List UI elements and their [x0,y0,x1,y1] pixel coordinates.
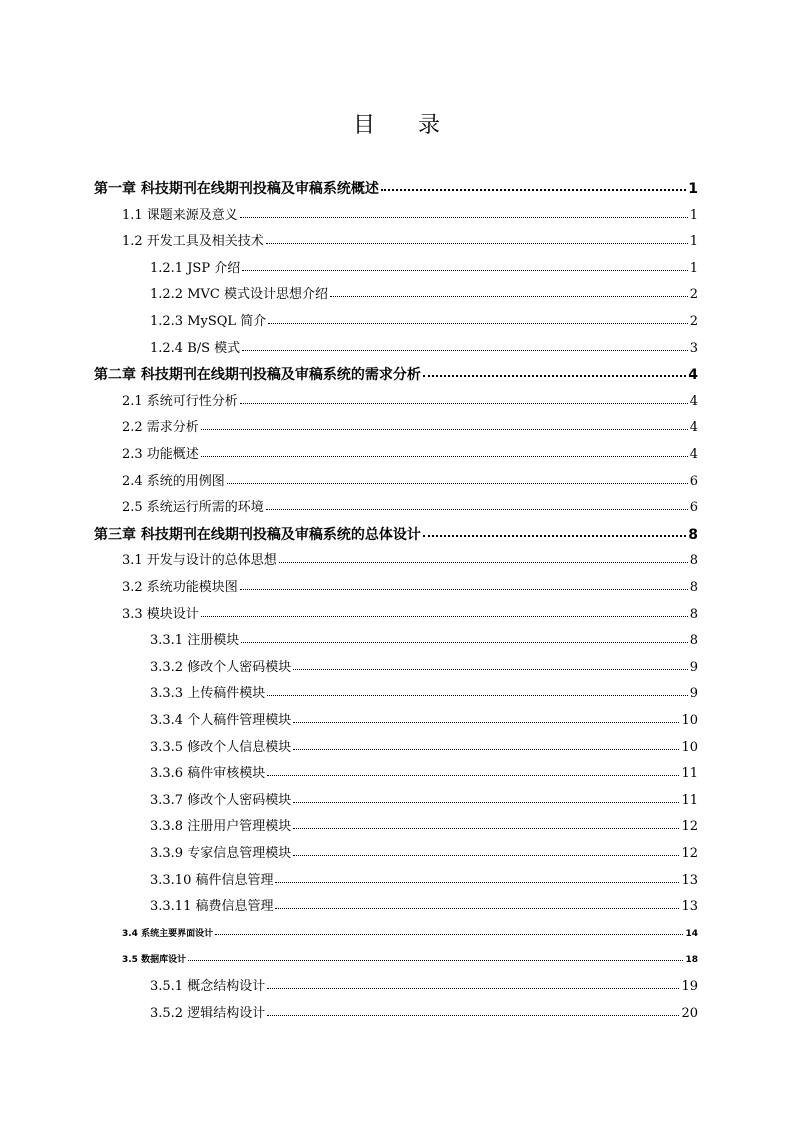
toc-dot-leader [201,615,688,617]
toc-entry-label: 1.2.1 JSP 介绍 [150,260,241,276]
toc-dot-leader [240,402,688,404]
toc-page-number: 10 [681,739,698,755]
toc-entry-sub [150,841,698,867]
toc-entry-label: 2.4 系统的用例图 [122,473,225,489]
toc-dot-leader [201,455,688,457]
toc-dot-leader [267,774,679,776]
toc-dot-leader [268,322,688,324]
toc-entry-label: 1.2 开发工具及相关技术 [122,234,264,250]
toc-dot-leader [266,508,688,510]
toc-page-number: 1 [689,234,698,250]
toc-dot-leader [423,374,686,377]
toc-entry-label: 1.1 课题来源及意义 [122,207,238,223]
toc-dot-leader [188,959,683,961]
toc-entry-label: 1.2.3 MySQL 简介 [150,314,267,329]
toc-entry-sub [150,309,698,335]
toc-entry-sub [150,868,698,894]
toc-entry-label: 2.5 系统运行所需的环境 [122,500,264,516]
toc-entry-sub [150,894,698,920]
toc-entry-label: 3.3.4 个人稿件管理模块 [150,713,292,728]
toc-entry-label: 3.5.1 概念结构设计 [150,979,266,994]
toc-page-number: 4 [688,367,698,384]
toc-dot-leader [330,295,688,297]
toc-dot-leader [423,534,686,537]
toc-dot-leader [242,349,688,351]
toc-entry-sub [150,814,698,840]
toc-page-number: 2 [689,287,698,303]
toc-entry-small [122,921,698,947]
toc-entry-sub [150,282,698,308]
toc-page-number: 4 [689,393,698,409]
toc-page-number: 4 [689,447,698,462]
toc-entry-label: 2.2 需求分析 [122,420,199,436]
toc-page-number: 13 [681,872,698,888]
toc-entry-chapter [94,176,698,202]
toc-entry-sub [150,788,698,814]
toc-dot-leader [240,588,688,590]
toc-dot-leader [293,721,679,723]
toc-dot-leader [215,933,683,935]
toc-dot-leader [293,801,679,803]
toc-entry-section [122,229,698,255]
toc-entry-label: 第二章 科技期刊在线期刊投稿及审稿系统的需求分析 [94,367,421,384]
toc-page-number: 4 [689,420,698,436]
toc-page-number: 9 [689,686,698,702]
page-title: 目 录 [353,113,458,138]
toc-dot-leader [293,827,679,829]
toc-dot-leader [275,907,679,909]
toc-page-number: 11 [681,792,698,808]
toc-entry-label: 2.1 系统可行性分析 [122,393,238,409]
toc-entry-label: 3.3.10 稿件信息管理 [150,872,274,888]
toc-page-number: 12 [681,846,698,861]
toc-entry-label: 3.1 开发与设计的总体思想 [122,553,277,569]
toc-page-number: 20 [681,1005,698,1021]
toc-entry-chapter [94,522,698,548]
toc-entry-label: 1.2.4 B/S 模式 [150,340,241,356]
toc-entry-label: 3.3.2 修改个人密码模块 [150,659,292,675]
toc-entry-section [122,442,698,468]
toc-page-number: 8 [689,580,698,595]
toc-dot-leader [293,748,679,750]
toc-entry-section [122,203,698,229]
toc-entry-section [122,495,698,521]
toc-dot-leader [279,561,688,563]
toc-entry-sub [150,1001,698,1027]
toc-page-number: 8 [689,553,698,569]
toc-entry-label: 3.3.8 注册用户管理模块 [150,819,292,835]
toc-entry-sub [150,708,698,734]
toc-dot-leader [381,188,686,191]
toc-entry-sub [150,655,698,681]
toc-entry-label: 3.4 系统主要界面设计 [122,928,214,939]
toc-entry-label: 3.3.11 稿费信息管理 [150,899,274,915]
toc-entry-section [122,548,698,574]
toc-entry-label: 3.2 系统功能模块图 [122,580,238,595]
toc-entry-section [122,602,698,628]
toc-page-number: 6 [689,500,698,516]
toc-page-number: 14 [685,928,698,939]
toc-entry-chapter [94,362,698,388]
toc-page-number: 3 [689,340,698,356]
toc-entry-label: 3.3.1 注册模块 [150,633,240,649]
toc-page-number: 1 [688,181,698,197]
toc-page-number: 10 [681,713,698,728]
toc-entry-sub [150,336,698,362]
toc-page-number: 8 [689,606,698,622]
toc-dot-leader [267,694,688,696]
toc-entry-label: 3.3.9 专家信息管理模块 [150,846,292,861]
toc-entry-sub [150,681,698,707]
toc-page-number: 2 [689,314,698,329]
toc-entry-sub [150,628,698,654]
toc-dot-leader [266,242,688,244]
toc-page-number: 19 [681,979,698,994]
toc-dot-leader [293,854,679,856]
toc-entry-label: 3.3.6 稿件审核模块 [150,766,266,782]
toc-entry-label: 3.5 数据库设计 [122,955,187,966]
toc-entry-section [122,415,698,441]
toc-dot-leader [201,428,688,430]
toc-entry-sub [150,256,698,282]
toc-entry-label: 1.2.2 MVC 模式设计思想介绍 [150,287,328,303]
toc-page-number: 9 [689,659,698,675]
toc-entry-sub [150,974,698,1000]
toc-entry-section [122,575,698,601]
toc-page-number: 1 [689,207,698,223]
toc-page-number: 1 [689,260,698,276]
toc-page-number: 12 [681,819,698,835]
toc-dot-leader [241,641,688,643]
toc-dot-leader [240,216,688,218]
toc-entry-section [122,469,698,495]
toc-entry-label: 第一章 科技期刊在线期刊投稿及审稿系统概述 [94,181,379,197]
toc-dot-leader [267,987,679,989]
toc-entry-small [122,947,698,973]
toc-dot-leader [275,881,679,883]
toc-page-number: 11 [681,766,698,782]
toc-page-number: 13 [681,899,698,915]
toc-page-number: 6 [689,473,698,489]
toc-entry-label: 2.3 功能概述 [122,447,199,462]
toc-entry-label: 第三章 科技期刊在线期刊投稿及审稿系统的总体设计 [94,526,421,543]
toc-entry-label: 3.5.2 逻辑结构设计 [150,1005,266,1021]
toc-dot-leader [227,482,688,484]
toc-dot-leader [267,1014,679,1016]
toc-entry-section [122,389,698,415]
toc-dot-leader [293,668,688,670]
toc-page-number: 8 [689,633,698,649]
toc-page-number: 8 [688,526,698,543]
toc-entry-label: 3.3.5 修改个人信息模块 [150,739,292,755]
toc-dot-leader [242,269,688,271]
toc-entry-label: 3.3.7 修改个人密码模块 [150,792,292,808]
toc-page-number: 18 [685,955,698,966]
toc-entry-sub [150,761,698,787]
toc-entry-label: 3.3 模块设计 [122,606,199,622]
toc-entry-label: 3.3.3 上传稿件模块 [150,686,266,702]
toc-entry-sub [150,735,698,761]
